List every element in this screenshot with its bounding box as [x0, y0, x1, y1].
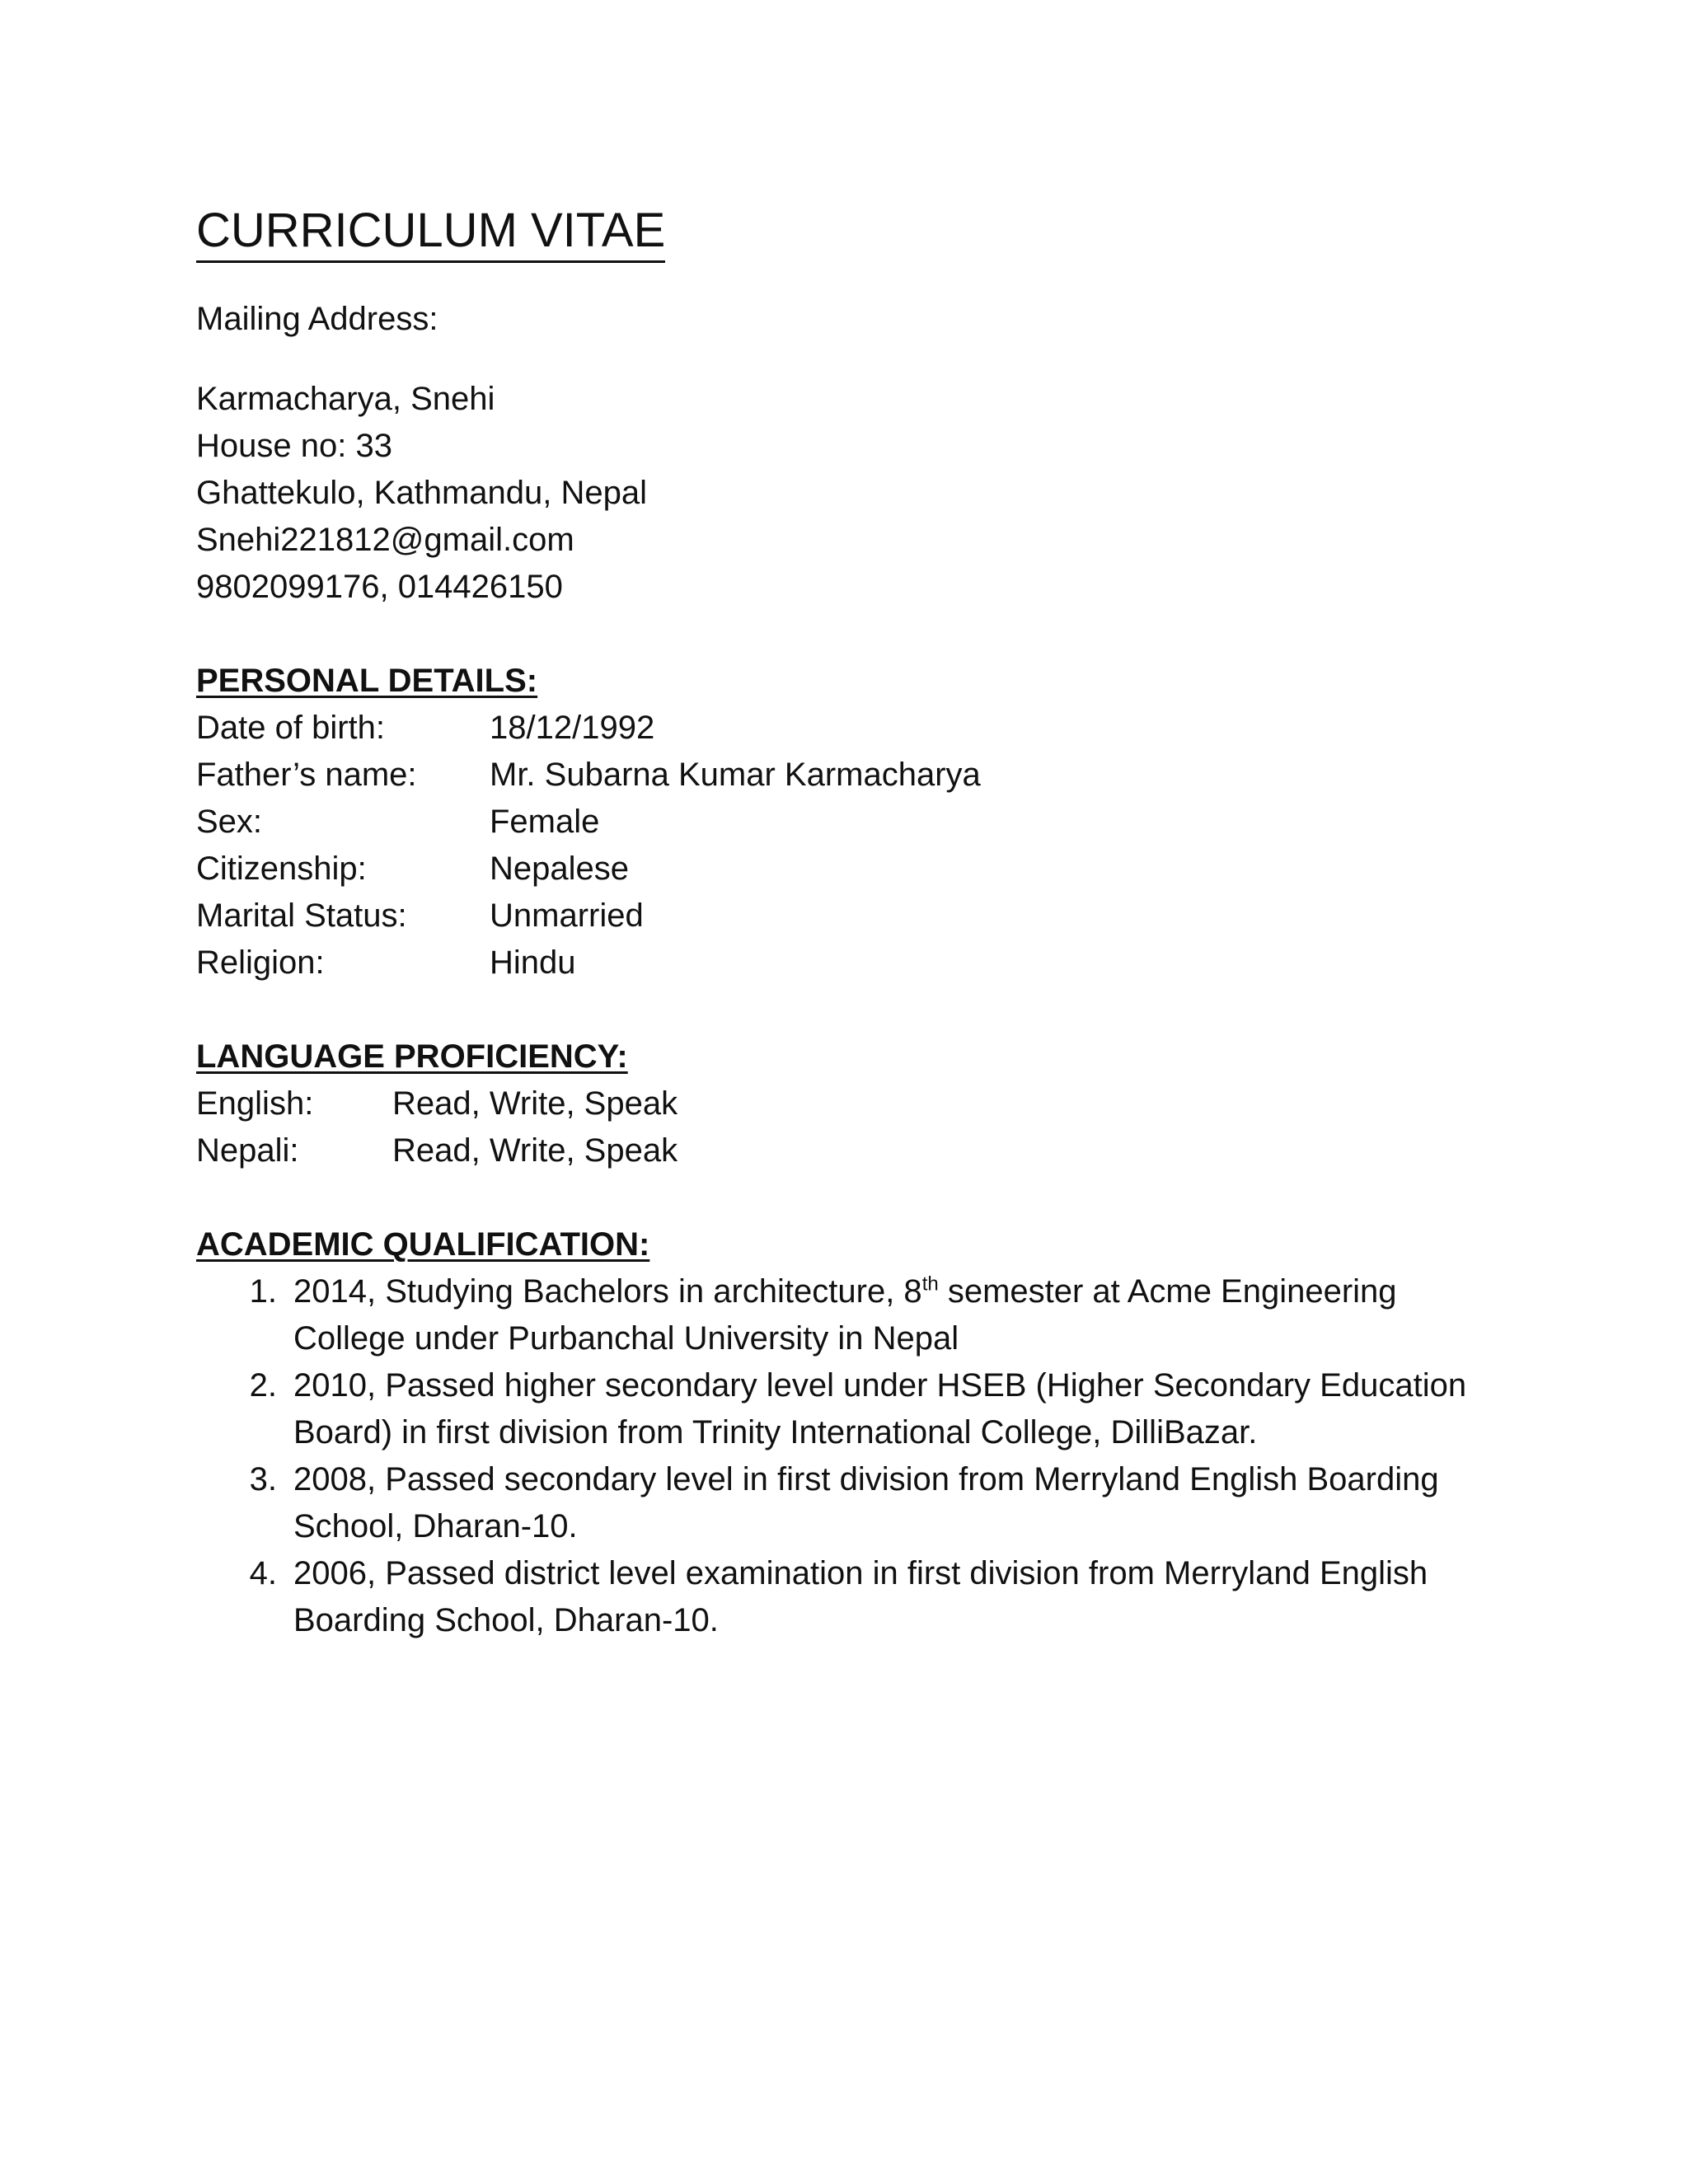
cv-content	[196, 201, 1515, 1644]
personal-row	[196, 705, 1515, 752]
document-title: CURRICULUM VITAE	[196, 201, 665, 263]
address-phone: 9802099176, 014426150	[196, 569, 563, 605]
academic-item	[196, 1456, 1515, 1550]
academic-item	[196, 1268, 1515, 1362]
language-label: English:	[196, 1085, 314, 1122]
address-name: Karmacharya, Snehi	[196, 381, 495, 417]
language-label: Nepali:	[196, 1132, 299, 1169]
academic-item-text: 2010, Passed higher secondary level under HSEB (Higher Secondary Education Board) in first division from Trinity International College, DilliBazar.	[293, 1367, 1467, 1451]
personal-label: Date of birth:	[196, 710, 386, 746]
academic-item-text-start: 2014, Studying Bachelors in architecture, 8	[293, 1273, 922, 1310]
personal-label: Father’s name:	[196, 757, 417, 793]
personal-value: 18/12/1992	[490, 710, 655, 746]
language-proficiency-heading: LANGUAGE PROFICIENCY:	[196, 1038, 628, 1075]
personal-details-section	[196, 658, 1515, 987]
academic-item-text: 2006, Passed district level examination in first division from Merryland English Boarding School, Dharan-10.	[293, 1555, 1428, 1638]
personal-row	[196, 846, 1515, 893]
language-proficiency-section	[196, 1033, 1515, 1174]
address-house: House no: 33	[196, 428, 392, 464]
personal-label: Religion:	[196, 944, 325, 981]
academic-item-text-end: semester at Acme Engineering College under Purbanchal University in Nepal	[293, 1273, 1397, 1357]
language-value: Read, Write, Speak	[392, 1085, 678, 1122]
academic-item-number: 3.	[249, 1461, 277, 1497]
address-city: Ghattekulo, Kathmandu, Nepal	[196, 475, 648, 511]
personal-row	[196, 752, 1515, 799]
personal-label: Marital Status:	[196, 898, 407, 934]
personal-label: Citizenship:	[196, 851, 367, 887]
academic-item	[196, 1362, 1515, 1456]
academic-item	[196, 1550, 1515, 1644]
personal-details-heading: PERSONAL DETAILS:	[196, 663, 538, 699]
language-row	[196, 1127, 1515, 1174]
personal-value: Nepalese	[490, 851, 630, 887]
personal-value: Hindu	[490, 944, 576, 981]
mailing-address-block	[196, 376, 1515, 611]
academic-item-number: 2.	[249, 1367, 277, 1404]
personal-label: Sex:	[196, 804, 263, 840]
personal-row	[196, 940, 1515, 987]
address-email: Snehi221812@gmail.com	[196, 522, 574, 558]
language-value: Read, Write, Speak	[392, 1132, 678, 1169]
academic-item-text	[293, 1268, 1472, 1362]
personal-row	[196, 799, 1515, 846]
academic-item-text: 2008, Passed secondary level in first division from Merryland English Boarding School, Dharan-10.	[293, 1461, 1439, 1544]
personal-value: Mr. Subarna Kumar Karmacharya	[490, 757, 981, 793]
language-row	[196, 1080, 1515, 1127]
mailing-address-label: Mailing Address:	[196, 301, 438, 337]
academic-item-number: 1.	[249, 1273, 277, 1310]
academic-list	[196, 1268, 1515, 1644]
academic-qualification-heading: ACADEMIC QUALIFICATION:	[196, 1226, 650, 1263]
personal-value: Unmarried	[490, 898, 644, 934]
academic-item-number: 4.	[249, 1555, 277, 1591]
personal-row	[196, 893, 1515, 940]
personal-value: Female	[490, 804, 600, 840]
ordinal-superscript: th	[921, 1272, 939, 1296]
academic-qualification-section	[196, 1221, 1515, 1644]
